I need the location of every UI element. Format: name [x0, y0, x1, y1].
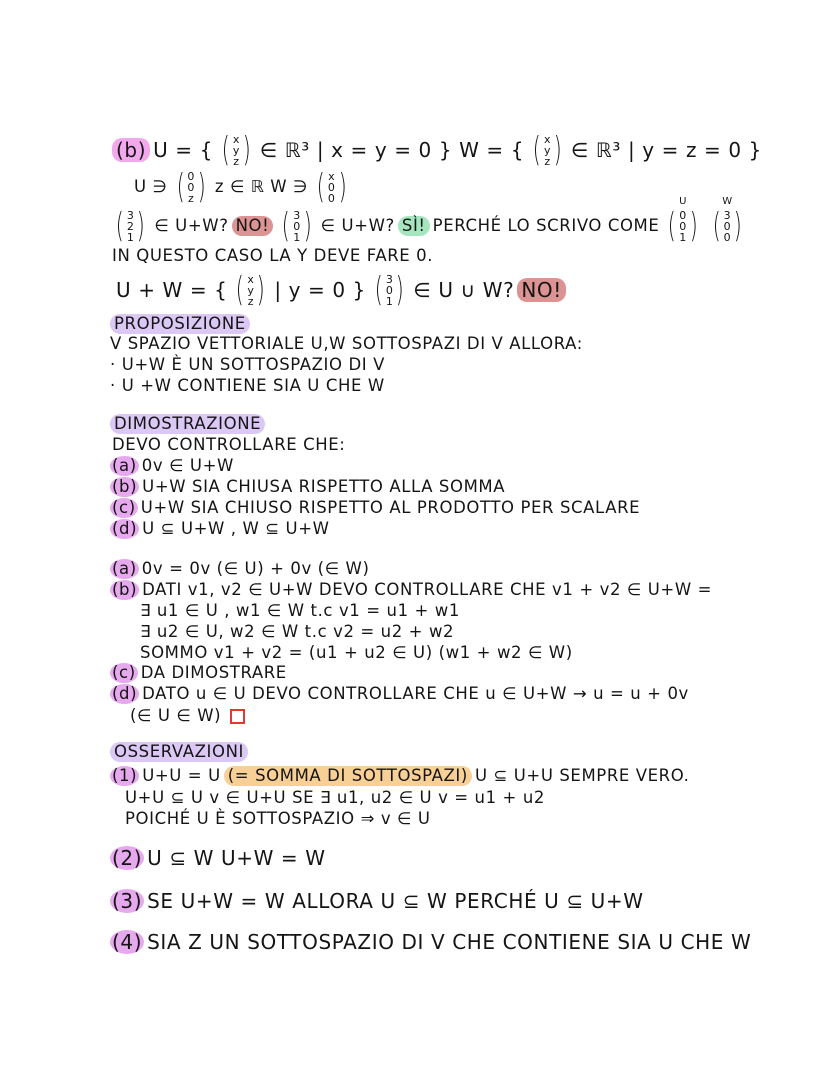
vector-entry: y	[543, 143, 552, 157]
paren: )	[689, 206, 699, 246]
note-text: DA DIMOSTRARE	[140, 663, 287, 682]
highlighted-text: (b)	[112, 138, 150, 162]
qed-square-icon	[230, 709, 245, 724]
paren: (	[176, 167, 185, 207]
note-line	[110, 334, 583, 354]
vector-entry: z	[247, 294, 255, 308]
column-vector	[314, 167, 349, 207]
vector-entry: z	[544, 154, 551, 168]
note-line	[125, 809, 431, 829]
note-text: ∈ ℝ³ | y = z = 0 }	[570, 138, 762, 162]
item-label: (a)	[112, 456, 137, 475]
paren: (	[712, 206, 721, 246]
vector-entry: 2	[126, 219, 135, 233]
column-vector	[530, 130, 565, 170]
vector-entry: 0	[327, 191, 336, 205]
section-heading: PROPOSIZIONE	[110, 314, 250, 334]
note-text: U = {	[153, 138, 213, 162]
vector-entry: 3	[293, 208, 301, 222]
vector-entry: 0	[327, 180, 336, 194]
note-text: POICHÉ U È SOTTOSPAZIO ⇒ v ∈ U	[125, 809, 431, 828]
vector-entry: z	[187, 191, 195, 205]
item-label: (4)	[112, 930, 143, 954]
note-line	[110, 889, 644, 913]
note-text: SOMMO v1 + v2 = (u1 + u2 ∈ U) (w1 + w2 ∈ W)	[140, 643, 573, 662]
vector-entry: 1	[293, 230, 301, 244]
vector-entry: 3	[723, 208, 732, 222]
note-line	[110, 519, 330, 539]
vector-entry: y	[232, 143, 240, 157]
paren: )	[137, 206, 146, 246]
vector-entries	[233, 134, 240, 167]
item-label: (a)	[112, 559, 137, 578]
section-heading: DIMOSTRAZIONE	[110, 414, 265, 434]
note-line	[110, 580, 712, 600]
vector-entries	[127, 210, 135, 243]
item-label: (b)	[112, 477, 138, 496]
column-vector	[279, 206, 314, 246]
paren: (	[236, 270, 245, 310]
vector-entries	[187, 171, 195, 204]
note-line	[134, 167, 352, 207]
note-line	[140, 601, 460, 621]
section-heading: OSSERVAZIONI	[110, 742, 248, 762]
note-line	[110, 742, 248, 762]
note-text: | y = 0 }	[274, 278, 366, 302]
note-text: U ∋	[134, 177, 168, 196]
vector-entry: 1	[385, 294, 394, 308]
note-text: SE U+W = W ALLORA U ⊆ W PERCHÉ U ⊆ U+W	[147, 889, 644, 913]
vector-entry: 1	[126, 230, 135, 244]
note-text: ∈ ℝ³ | x = y = 0 } W = {	[259, 138, 525, 162]
vector-entry: 0	[187, 180, 195, 194]
note-text: U+U ⊆ U v ∈ U+U SE ∃ u1, u2 ∈ U v = u1 + u2	[125, 788, 545, 807]
paren: )	[242, 130, 252, 170]
item-label: (3)	[112, 889, 143, 913]
vector-entry: 1	[679, 230, 687, 244]
paren: )	[553, 130, 563, 170]
paren: )	[338, 167, 347, 207]
note-line	[116, 270, 566, 310]
note-text: ∈ U+W?	[154, 216, 229, 235]
highlighted-text: SÌ!	[398, 216, 430, 236]
item-label: (b)	[112, 580, 138, 599]
paren: )	[734, 206, 743, 246]
paren: (	[221, 130, 231, 170]
vector-entry: 0	[385, 283, 394, 297]
vector-entry: 0	[187, 169, 195, 183]
note-text: DEVO CONTROLLARE CHE:	[112, 435, 346, 454]
column-vector	[219, 130, 254, 170]
note-line	[110, 663, 287, 683]
note-line	[110, 477, 505, 497]
note-line	[110, 766, 690, 786]
vector-entry: x	[232, 132, 240, 146]
note-text: PERCHÉ LO SCRIVO COME	[432, 216, 660, 235]
vector-label: U	[679, 196, 688, 207]
note-text: ∃ u1 ∈ U , w1 ∈ W t.c v1 = u1 + w1	[140, 601, 460, 620]
note-line	[110, 846, 326, 870]
item-label: (2)	[112, 846, 143, 870]
note-text: SIA Z UN SOTTOSPAZIO DI V CHE CONTIENE SIA U CHE W	[147, 930, 752, 954]
note-text: U+U = U	[142, 766, 221, 785]
note-line	[140, 643, 573, 663]
paren: (	[115, 206, 125, 246]
column-vector	[710, 196, 745, 246]
highlighted-text: NO!	[517, 278, 566, 302]
paren: )	[396, 270, 405, 310]
vector-entries	[247, 274, 254, 307]
note-text: 0v ∈ U+W	[141, 456, 234, 475]
paren: (	[668, 206, 677, 246]
note-line	[110, 355, 385, 375]
vector-entry: x	[247, 272, 255, 286]
vector-entry: 3	[385, 272, 394, 286]
note-line	[110, 314, 250, 334]
vector-entry: 3	[126, 208, 135, 222]
paren: (	[316, 167, 326, 207]
note-line	[140, 622, 454, 642]
note-text: DATO u ∈ U DEVO CONTROLLARE CHE u ∈ U+W → u = u + 0v	[142, 684, 689, 703]
vector-entry: x	[543, 132, 552, 146]
note-text: U + W = {	[116, 278, 228, 302]
note-line	[112, 130, 762, 170]
note-line	[110, 684, 689, 704]
vector-entries	[724, 210, 732, 243]
vector-entry: 0	[293, 219, 301, 233]
note-text: (∈ U ∈ W)	[130, 706, 222, 725]
vector-entry: 0	[723, 219, 732, 233]
note-text: V SPAZIO VETTORIALE U,W SOTTOSPAZI DI V ALLORA:	[110, 334, 583, 353]
vector-entry: 0	[723, 230, 732, 244]
vector-entries	[293, 210, 301, 243]
note-text: z ∈ ℝ W ∋	[214, 177, 309, 196]
vector-entry: 0	[679, 208, 687, 222]
vector-entries	[679, 210, 687, 243]
highlighted-text: NO!	[232, 216, 274, 236]
note-text: · U +W CONTIENE SIA U CHE W	[110, 376, 385, 395]
vector-entries	[544, 134, 551, 167]
note-text: ∃ u2 ∈ U, w2 ∈ W t.c v2 = u2 + w2	[140, 622, 455, 641]
note-line	[112, 246, 433, 266]
paren: )	[257, 270, 266, 310]
item-label: (c)	[112, 498, 136, 517]
note-line	[110, 414, 265, 434]
highlighted-text: (= SOMMA DI SOTTOSPAZI)	[224, 766, 472, 786]
item-label: (c)	[112, 663, 136, 682]
paren: (	[374, 270, 384, 310]
column-vector	[665, 196, 700, 246]
note-text: U+W SIA CHIUSO RISPETTO AL PRODOTTO PER SCALARE	[140, 498, 641, 517]
note-text: U ⊆ U+W , W ⊆ U+W	[142, 519, 330, 538]
note-text: DATI v1, v2 ∈ U+W DEVO CONTROLLARE CHE v1 + v2 ∈ U+W =	[142, 580, 713, 599]
note-text: ∈ U+W?	[320, 216, 395, 235]
column-vector	[174, 167, 209, 207]
vector-entries	[386, 274, 394, 307]
column-vector	[372, 270, 407, 310]
item-label: (d)	[112, 519, 138, 538]
vector-entry: x	[328, 169, 336, 183]
note-line	[110, 376, 385, 396]
vector-label: W	[722, 196, 733, 207]
vector-entries	[328, 171, 336, 204]
note-line	[110, 559, 369, 579]
column-vector	[233, 270, 268, 310]
note-line	[110, 196, 748, 246]
note-text: · U+W È UN SOTTOSPAZIO DI V	[110, 355, 385, 374]
item-label: (1)	[112, 766, 138, 785]
note-line	[112, 435, 345, 455]
column-vector	[113, 206, 148, 246]
note-line	[110, 456, 234, 476]
paren: (	[282, 206, 291, 246]
note-text: 0v = 0v (∈ U) + 0v (∈ W)	[141, 559, 370, 578]
paren: )	[197, 167, 207, 207]
note-text: U ⊆ U+U SEMPRE VERO.	[474, 766, 690, 785]
vector-entry: 0	[679, 219, 687, 233]
paren: (	[532, 130, 542, 170]
vector-entry: y	[247, 283, 255, 297]
note-text: IN QUESTO CASO LA Y DEVE FARE 0.	[112, 246, 434, 265]
vector-entry: z	[233, 154, 240, 168]
note-text: U ⊆ W U+W = W	[147, 846, 326, 870]
note-line	[130, 706, 245, 726]
note-line	[125, 788, 545, 808]
note-text: U+W SIA CHIUSA RISPETTO ALLA SOMMA	[142, 477, 506, 496]
note-line	[110, 498, 640, 518]
note-line	[110, 930, 751, 954]
note-text: ∈ U ∪ W?	[413, 278, 515, 302]
paren: )	[303, 206, 312, 246]
item-label: (d)	[112, 684, 138, 703]
